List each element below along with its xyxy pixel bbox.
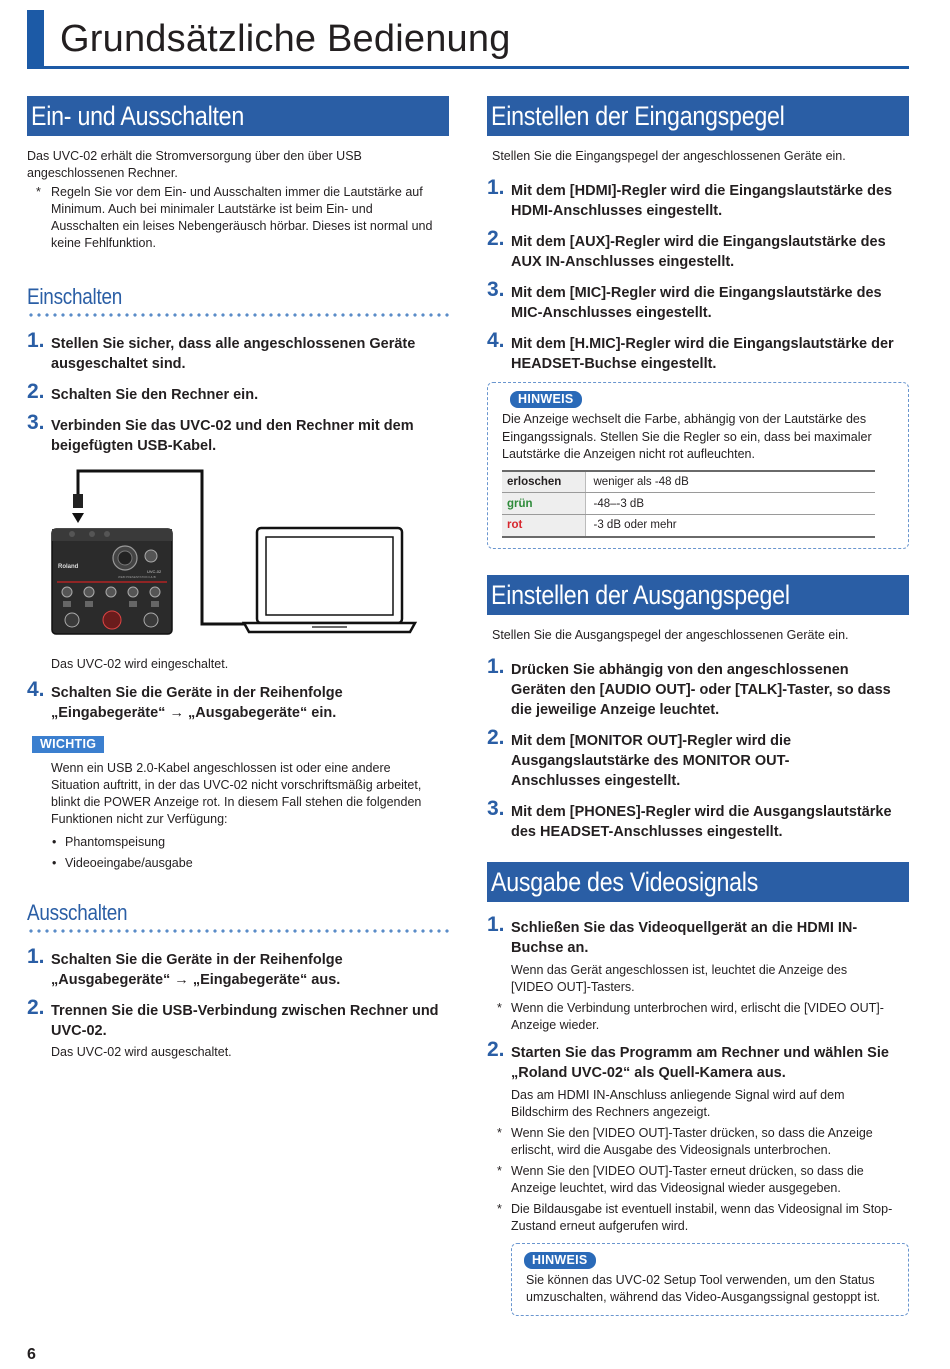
warning-text: Wenn ein USB 2.0-Kabel angeschlossen ist oder eine andere Situation auftritt, in der das UVC-02 nicht vorschriftsmäßig arbeitet, blinkt die POWER Anzeige rot. In diesem Fall stehen die folgenden Funktionen nicht zur Verfügung:: [51, 761, 422, 826]
table-row: [502, 493, 875, 515]
on-steps: [27, 329, 449, 456]
warning-bullets: [27, 832, 449, 874]
input-step-2: 2. Mit dem [AUX]-Regler wird die Eingangslautstärke des AUX IN-Anschlusses eingestellt.: [487, 227, 886, 270]
video-step-2-note: * Die Bildausgabe ist eventuell instabil, wenn das Videosignal im Stop-Zustand erneut aufgerufen wird.: [497, 1201, 893, 1233]
input-hint-box: [487, 382, 909, 549]
device-model: UVC-02: [147, 569, 162, 574]
on-step-1: 1. Stellen Sie sicher, dass alle angeschlossenen Geräte ausgeschaltet sind.: [27, 329, 416, 372]
video-hint-text: Sie können das UVC-02 Setup Tool verwenden, um den Status umzuschalten, während das Video-Ausgangssignal gestoppt ist.: [526, 1272, 881, 1304]
device-subtitle: WEB PRESENTATION HUB: [118, 575, 156, 579]
output-step-1: 1. Drücken Sie abhängig von den angeschlossenen Geräten den [AUDIO OUT]- oder [TALK]-Taster, so dass die jeweilige Anzeige leuchtet.: [487, 654, 891, 718]
level-value: -48–-3 dB: [585, 493, 875, 515]
subhead-ausschalten: Ausschalten: [27, 900, 128, 925]
input-steps: [487, 176, 909, 374]
on-step-3: 3. Verbinden Sie das UVC-02 und den Rechner mit dem beigefügten USB-Kabel.: [27, 411, 414, 454]
input-step-3: 3. Mit dem [MIC]-Regler wird die Eingangslautstärke des MIC-Anschlusses eingestellt.: [487, 278, 882, 321]
level-value: -3 dB oder mehr: [585, 515, 875, 537]
dotted-divider: [27, 312, 449, 318]
output-steps: [487, 654, 909, 842]
video-step-2-note: * Wenn Sie den [VIDEO OUT]-Taster erneut drücken, so dass die Anzeige leuchtet, wird das Videosignal wieder ausgegeben.: [497, 1163, 864, 1195]
off-after: Das UVC-02 wird ausgeschaltet.: [51, 1045, 232, 1059]
power-note-text: Regeln Sie vor dem Ein- und Ausschalten immer die Lautstärke auf Minimum. Auch bei minimaler Lautstärke ist beim Ein- und Ausschalten ein leises Nebengeräusch hörbar. Dieses ist normal und keine Fehlfunktion.: [51, 185, 433, 250]
video-step-1: 1. Schließen Sie das Videoquellgerät an die HDMI IN-Buchse an.: [487, 912, 858, 956]
section-video-title: Ausgabe des Videosignals: [487, 862, 909, 902]
input-step-4: 4. Mit dem [H.MIC]-Regler wird die Eingangslautstärke der HEADSET-Buchse eingestellt.: [487, 329, 894, 372]
left-column: [27, 96, 449, 1061]
section-input-title: Einstellen der Eingangspegel: [487, 96, 909, 136]
input-step-1: 1. Mit dem [HDMI]-Regler wird die Eingangslautstärke des HDMI-Anschlusses eingestellt.: [487, 176, 893, 219]
arrow-right-icon: →: [174, 972, 189, 988]
usb-plug: [73, 494, 83, 508]
bullet-item: • Videoeingabe/ausgabe: [27, 853, 449, 874]
off-step-1: 1. Schalten Sie die Geräte in der Reihenfolge „Ausgabegeräte“ → „Eingabegeräte“ aus.: [27, 945, 343, 988]
page-number: 6: [27, 1346, 36, 1363]
page-header: [27, 10, 909, 68]
right-column: [487, 96, 909, 1316]
video-hint-box: [511, 1243, 909, 1316]
header-rule: [27, 66, 909, 69]
asterisk: *: [36, 185, 41, 199]
on-after-figure: Das UVC-02 wird eingeschaltet.: [51, 657, 229, 671]
level-key: grün: [502, 493, 585, 515]
device-brand: Roland: [58, 564, 79, 570]
on-step-2: 2. Schalten Sie den Rechner ein.: [27, 380, 259, 403]
down-arrow-icon: [72, 513, 84, 523]
section-power-title: Ein- und Ausschalten: [27, 96, 449, 136]
bullet-item: • Phantomspeisung: [27, 832, 449, 853]
input-intro: Stellen Sie die Eingangspegel der angeschlossenen Geräte ein.: [492, 149, 846, 163]
connection-figure: [47, 466, 437, 651]
output-step-2: 2. Mit dem [MONITOR OUT]-Regler wird die Ausgangslautstärke des MONITOR OUT-Anschlusses eingestellt.: [487, 725, 792, 789]
table-row: [502, 515, 875, 537]
laptop: [244, 528, 415, 632]
warning-block: [32, 735, 449, 753]
on-step-4: 4. Schalten Sie die Geräte in der Reihenfolge „Eingabegeräte“ → „Ausgabegeräte“ ein.: [27, 678, 343, 721]
level-table: [502, 470, 875, 538]
video-step-2: 2. Starten Sie das Programm am Rechner und wählen Sie „Roland UVC-02“ als Quell-Kamera aus.: [487, 1037, 889, 1081]
hint-badge: HINWEIS: [510, 391, 582, 408]
level-key: erloschen: [502, 471, 585, 493]
section-output-title: Einstellen der Ausgangspegel: [487, 575, 909, 615]
uvc02-device: [52, 529, 172, 634]
off-step-2: 2. Trennen Sie die USB-Verbindung zwischen Rechner und UVC-02.: [27, 996, 439, 1039]
table-row: [502, 471, 875, 493]
power-intro: Das UVC-02 erhält die Stromversorgung über den über USB angeschlossenen Rechner.: [27, 149, 362, 180]
level-value: weniger als -48 dB: [585, 471, 875, 493]
video-step-1-sub: Wenn das Gerät angeschlossen ist, leuchtet die Anzeige des [VIDEO OUT]-Tasters.: [511, 962, 848, 994]
output-intro: Stellen Sie die Ausgangspegel der angeschlossenen Geräte ein.: [492, 627, 849, 642]
input-hint-text: Die Anzeige wechselt die Farbe, abhängig von der Lautstärke des Eingangssignals. Stellen Sie die Regler so ein, dass bei maximaler Lautstärke die Anzeigen nicht rot aufleuchten.: [502, 412, 872, 461]
power-note: [27, 184, 442, 252]
subhead-einschalten: Einschalten: [27, 284, 122, 309]
hint-badge: HINWEIS: [524, 1252, 596, 1269]
output-step-3: 3. Mit dem [PHONES]-Regler wird die Ausgangslautstärke des HEADSET-Anschlusses eingestellt.: [487, 796, 892, 840]
warning-badge: WICHTIG: [32, 736, 104, 753]
level-key: rot: [502, 515, 585, 537]
page-title: Grundsätzliche Bedienung: [60, 18, 511, 60]
video-step-2-sub: Das am HDMI IN-Anschluss anliegende Signal wird auf dem Bildschirm des Rechners angezeigt.: [511, 1087, 845, 1119]
dotted-divider: [27, 928, 449, 934]
arrow-right-icon: →: [169, 705, 184, 721]
video-step-1-note: * Wenn die Verbindung unterbrochen wird, erlischt die [VIDEO OUT]-Anzeige wieder.: [497, 1000, 884, 1032]
video-step-2-note: * Wenn Sie den [VIDEO OUT]-Taster drücken, so dass die Anzeige erlischt, wird die Ausgabe des Videosignals unterbrochen.: [497, 1125, 873, 1157]
header-accent-bar: [27, 10, 44, 66]
